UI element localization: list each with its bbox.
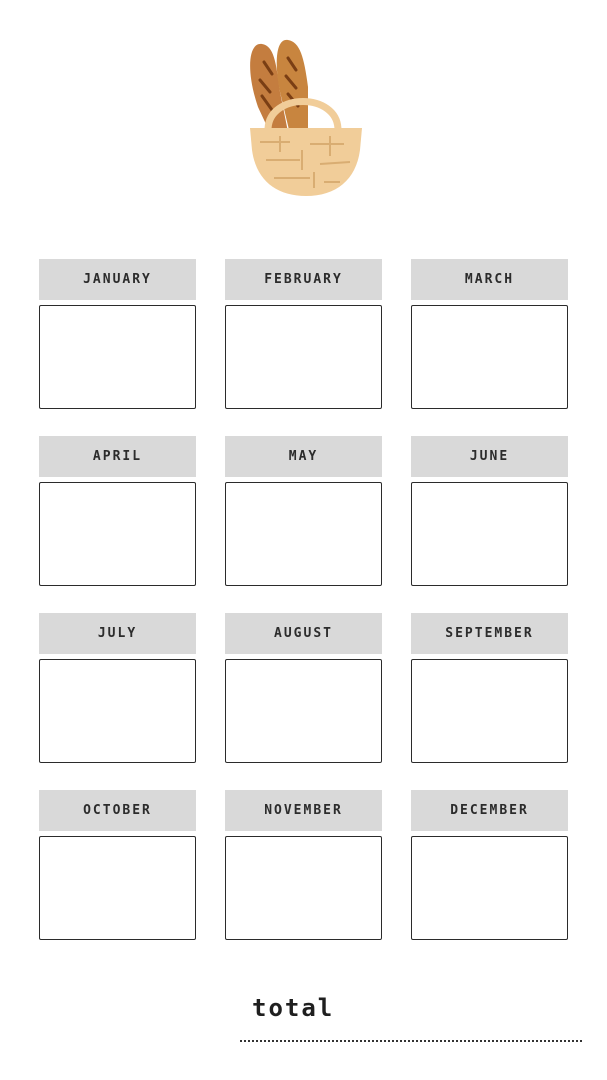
month-label: OCTOBER <box>39 790 196 831</box>
month-card-may <box>225 436 382 586</box>
month-card-february <box>225 259 382 409</box>
month-card-september <box>411 613 568 763</box>
month-entry-box[interactable] <box>225 482 382 586</box>
month-entry-box[interactable] <box>411 305 568 409</box>
bread-basket-icon <box>240 32 366 202</box>
month-card-april <box>39 436 196 586</box>
month-label: SEPTEMBER <box>411 613 568 654</box>
month-entry-box[interactable] <box>411 659 568 763</box>
month-entry-box[interactable] <box>225 659 382 763</box>
month-card-december <box>411 790 568 940</box>
month-label: FEBRUARY <box>225 259 382 300</box>
month-card-august <box>225 613 382 763</box>
month-entry-box[interactable] <box>39 482 196 586</box>
total-entry-line[interactable] <box>240 1040 582 1042</box>
month-entry-box[interactable] <box>411 836 568 940</box>
month-label: APRIL <box>39 436 196 477</box>
month-label: AUGUST <box>225 613 382 654</box>
month-label: JULY <box>39 613 196 654</box>
month-entry-box[interactable] <box>39 836 196 940</box>
month-entry-box[interactable] <box>39 305 196 409</box>
total-label: total <box>252 994 335 1022</box>
month-label: DECEMBER <box>411 790 568 831</box>
month-entry-box[interactable] <box>411 482 568 586</box>
month-entry-box[interactable] <box>225 305 382 409</box>
month-entry-box[interactable] <box>39 659 196 763</box>
month-label: MAY <box>225 436 382 477</box>
month-label: JANUARY <box>39 259 196 300</box>
month-card-march <box>411 259 568 409</box>
month-card-november <box>225 790 382 940</box>
month-card-october <box>39 790 196 940</box>
month-card-july <box>39 613 196 763</box>
month-label: JUNE <box>411 436 568 477</box>
month-entry-box[interactable] <box>225 836 382 940</box>
month-card-january <box>39 259 196 409</box>
month-card-june <box>411 436 568 586</box>
month-label: MARCH <box>411 259 568 300</box>
month-label: NOVEMBER <box>225 790 382 831</box>
